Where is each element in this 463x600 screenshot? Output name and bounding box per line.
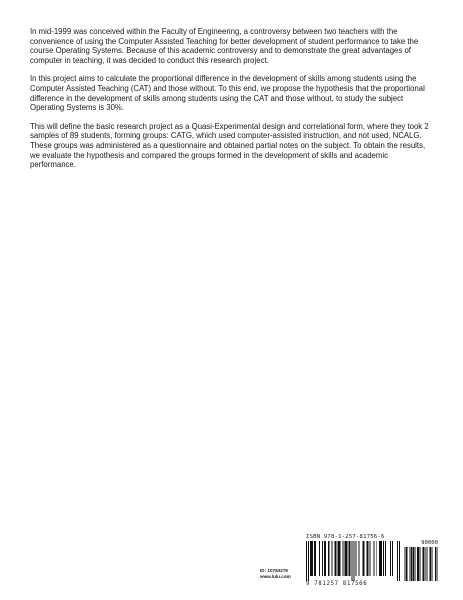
- barcode-bar: [427, 547, 428, 581]
- barcode-bar: [432, 547, 433, 581]
- barcode-bar: [328, 541, 329, 576]
- barcode-bar: [426, 547, 427, 581]
- barcode-bar: [420, 547, 421, 581]
- barcode-bar: [418, 547, 419, 581]
- barcode-bar: [340, 541, 341, 576]
- barcode-bar: [425, 547, 426, 581]
- barcode-bar: [355, 541, 356, 576]
- barcode-bar: [406, 547, 407, 581]
- barcode-bar: [369, 541, 370, 576]
- barcode-bar: [410, 547, 411, 581]
- barcode-bar: [315, 541, 316, 576]
- publisher-url: www.lulu.com: [260, 574, 291, 579]
- barcode-bar: [417, 547, 418, 581]
- barcode-bar: [363, 541, 364, 576]
- barcode-bar: [422, 547, 423, 581]
- barcode-bar: [308, 541, 309, 581]
- barcode-bar: [392, 541, 393, 576]
- barcode-bar: [385, 541, 386, 576]
- barcode-bar: [324, 541, 325, 576]
- barcode-bar: [413, 547, 414, 581]
- barcode-addon-bars: [404, 547, 438, 581]
- barcode-bar: [338, 541, 339, 576]
- barcode-bar: [411, 547, 412, 581]
- publisher-id: ID: 10783279: [260, 568, 288, 573]
- barcode-bar: [373, 541, 374, 576]
- barcode-bar: [412, 547, 413, 581]
- barcode-bar: [380, 541, 381, 576]
- barcode-bar: [435, 547, 436, 581]
- barcode-bar: [350, 541, 351, 576]
- barcode-digits: 9 781257 817566: [306, 581, 368, 587]
- barcode-bar: [329, 541, 330, 576]
- barcode-bar: [397, 541, 398, 581]
- barcode-bar: [423, 547, 424, 581]
- barcode-bar: [367, 541, 368, 576]
- barcode-bar: [335, 541, 336, 576]
- barcode-bar: [399, 541, 400, 581]
- isbn-text: ISBN 978-1-257-81756-6: [306, 534, 385, 540]
- barcode-bar: [417, 547, 418, 581]
- barcode-bar: [415, 547, 416, 581]
- barcode-bar: [343, 541, 344, 576]
- barcode-bar: [325, 541, 326, 576]
- publisher-info: [260, 568, 291, 580]
- barcode-bar: [353, 541, 354, 581]
- barcode-bar: [376, 541, 377, 576]
- barcode-bar: [381, 541, 382, 576]
- barcode-bar: [314, 541, 315, 576]
- barcode-bar: [358, 541, 359, 576]
- barcode-bar: [437, 547, 438, 581]
- barcode-bar: [366, 541, 367, 576]
- barcode-bar: [311, 541, 312, 576]
- barcode-bar: [306, 541, 307, 581]
- barcode-bar: [431, 547, 432, 581]
- barcode-bar: [310, 541, 311, 576]
- paragraph-2: In this project aims to calculate the proportional difference in the development of skills among students using the Computer Assisted Teaching (CAT) and those without. To this end, we propose the hypothesis that the proportional difference in the development of skills among students using the CAT and those without, to study the subject Operating Systems is 30%.: [30, 74, 425, 113]
- barcode-bar: [430, 547, 431, 581]
- barcode-bar: [347, 541, 348, 576]
- barcode-bar: [319, 541, 320, 576]
- barcode-bar: [383, 541, 384, 576]
- barcode-main-bars: [306, 541, 400, 581]
- barcode-bar: [362, 541, 363, 576]
- barcode-bar: [352, 541, 353, 581]
- barcode-bar: [332, 541, 333, 576]
- barcode-bar: [339, 541, 340, 576]
- isbn-barcode: [306, 534, 438, 590]
- barcode-bar: [346, 541, 347, 576]
- barcode-bar: [312, 541, 313, 576]
- barcode-bar: [336, 541, 337, 576]
- barcode-bar: [379, 541, 380, 576]
- barcode-bar: [349, 541, 350, 576]
- barcode-bar: [405, 547, 406, 581]
- barcode-bar: [322, 541, 323, 576]
- price-code: 90000: [421, 540, 438, 546]
- barcode-bar: [390, 541, 391, 576]
- paragraph-3: This will define the basic research project as a Quasi-Experimental design and correlational form, where they took 2 samples of 89 students, forming groups: CATG, which used computer-assisted instruction, and not used, NCALG. These groups was administered as a questionnaire and obtained partial notes on the subject. To obtain the results, we evaluate the hypothesis and compared the groups formed in the development of skills and academic performance.: [30, 121, 429, 170]
- barcode-bar: [407, 547, 408, 581]
- paragraph-1: In mid-1999 was conceived within the Faculty of Engineering, a controversy between two teachers with the convenience of using the Computer Assisted Teaching for better development of student performance to take the course Operating Systems. Because of this academic controversy and to demonstrate the great advantages of computer in teaching, it was decided to conduct this research project.: [30, 27, 419, 65]
- barcode-bar: [430, 547, 431, 581]
- barcode-bar: [436, 547, 437, 581]
- description-text: [30, 27, 435, 179]
- barcode-bar: [345, 541, 346, 576]
